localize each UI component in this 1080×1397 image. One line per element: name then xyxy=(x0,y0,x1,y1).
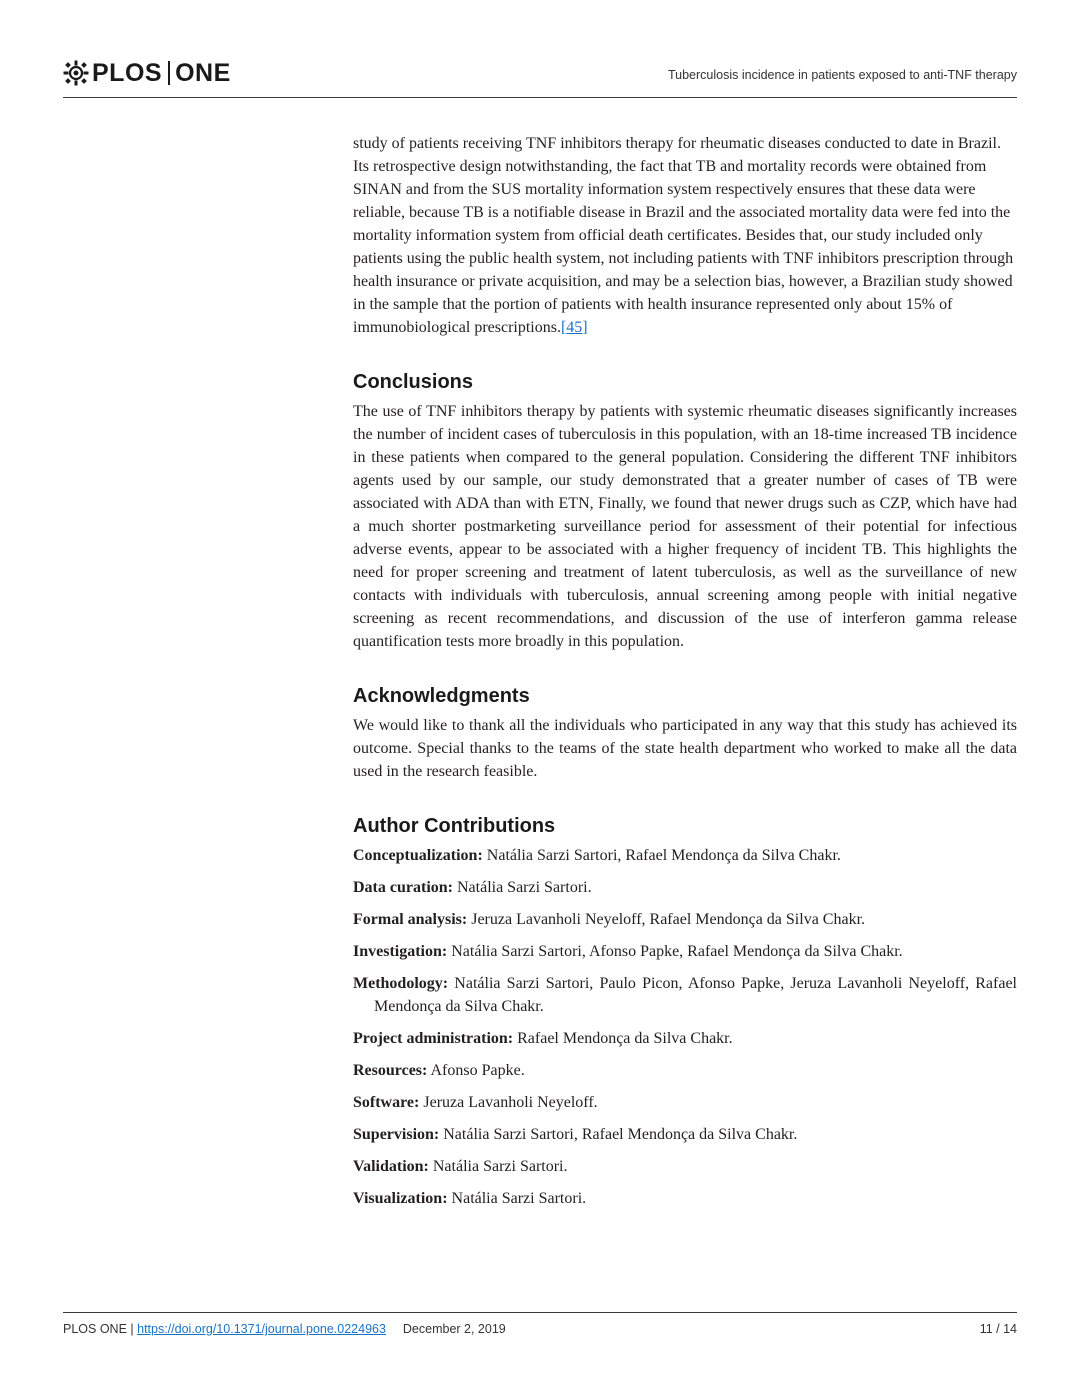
contribution-role: Methodology: xyxy=(353,975,449,992)
contribution-role: Supervision: xyxy=(353,1126,440,1143)
contribution-names: Afonso Papke. xyxy=(430,1062,525,1079)
plos-one-logo[interactable] xyxy=(63,58,231,88)
contribution-names: Jeruza Lavanholi Neyeloff. xyxy=(423,1094,598,1111)
contribution-names: Natália Sarzi Sartori, Afonso Papke, Rafael Mendonça da Silva Chakr. xyxy=(451,943,903,960)
doi-link[interactable]: https://doi.org/10.1371/journal.pone.0224963 xyxy=(137,1322,386,1336)
contribution-item xyxy=(353,1187,1017,1210)
article-body xyxy=(353,132,1017,1210)
page-footer xyxy=(63,1312,1017,1336)
contribution-names: Natália Sarzi Sartori. xyxy=(432,1158,568,1175)
discussion-text: study of patients receiving TNF inhibitors therapy for rheumatic diseases conducted to date in Brazil. Its retrospective design notwithstanding, the fact that TB and mortality records were obtained from SINAN and from the SUS mortality information system respectively ensures that these data were reliable, because TB is a notifiable disease in Brazil and the associated mortality data were fed into the mortality information system from official death certificates. Besides that, our study included only patients using the public health system, not including patients with TNF inhibitors prescription through health insurance or private acquisition, and may be a selection bias, however, a Brazilian study showed in the sample that the portion of patients with health insurance represented only about 15% of immunobiological prescriptions. xyxy=(353,135,1014,336)
contribution-role: Project administration: xyxy=(353,1030,514,1047)
running-title: Tuberculosis incidence in patients exposed to anti-TNF therapy xyxy=(667,68,1017,82)
logo-text-plos: PLOS xyxy=(92,58,163,87)
contribution-names: Natália Sarzi Sartori, Rafael Mendonça da Silva Chakr. xyxy=(443,1126,798,1143)
conclusions-paragraph: The use of TNF inhibitors therapy by patients with systemic rheumatic diseases significantly increases the number of incident cases of tuberculosis in this population, with an 18-time increased TB incidence in these patients when compared to the general population. Considering the different TNF inhibitors agents used by our sample, our study demonstrated that a greater number of cases of TB were associated with ADA than with ETN, Finally, we found that newer drugs such as CZP, which have had a much shorter postmarketing surveillance period for assessment of their potential for infectious adverse events, appear to be associated with a higher frequency of incident TB. This highlights the need for proper screening and treatment of latent tuberculosis, as well as the surveillance of new contacts with individuals with tuberculosis, annual screening among people with initial negative screening as recent recommendations, and discussion of the use of interferon gamma release quantification tests more broadly in this population. xyxy=(353,403,1017,650)
author-contributions-list xyxy=(353,844,1017,1210)
contribution-item xyxy=(353,1059,1017,1082)
contribution-role: Formal analysis: xyxy=(353,911,468,928)
contribution-role: Visualization: xyxy=(353,1190,448,1207)
contribution-role: Conceptualization: xyxy=(353,847,483,864)
contribution-item xyxy=(353,908,1017,931)
contribution-item xyxy=(353,876,1017,899)
contribution-item xyxy=(353,972,1017,1018)
contribution-names: Natália Sarzi Sartori, Rafael Mendonça da Silva Chakr. xyxy=(486,847,841,864)
logo-text-one: ONE xyxy=(175,58,231,87)
acknowledgments-heading: Acknowledgments xyxy=(353,685,530,707)
contribution-item xyxy=(353,1027,1017,1050)
contribution-role: Software: xyxy=(353,1094,420,1111)
contribution-item xyxy=(353,1123,1017,1146)
acknowledgments-paragraph: We would like to thank all the individuals who participated in any way that this study has achieved its outcome. Special thanks to the teams of the state health department who worked to make all the data used in the research feasible. xyxy=(353,717,1017,780)
contribution-item xyxy=(353,940,1017,963)
contribution-item xyxy=(353,844,1017,867)
logo-separator xyxy=(168,61,170,85)
footer-date: December 2, 2019 xyxy=(402,1322,506,1336)
contribution-names: Natália Sarzi Sartori, Paulo Picon, Afonso Papke, Jeruza Lavanholi Neyeloff, Rafael Mendonça da Silva Chakr. xyxy=(374,975,1017,1015)
conclusions-heading: Conclusions xyxy=(353,371,474,393)
contribution-names: Natália Sarzi Sartori. xyxy=(451,1190,587,1207)
page-number: 11 / 14 xyxy=(979,1322,1017,1336)
plos-logo-icon xyxy=(63,60,89,86)
contribution-role: Data curation: xyxy=(353,879,453,896)
contribution-role: Investigation: xyxy=(353,943,448,960)
page-header xyxy=(63,56,1017,98)
contribution-role: Validation: xyxy=(353,1158,429,1175)
contribution-names: Natália Sarzi Sartori. xyxy=(456,879,592,896)
contribution-role: Resources: xyxy=(353,1062,428,1079)
contribution-names: Jeruza Lavanholi Neyeloff, Rafael Mendonça da Silva Chakr. xyxy=(471,911,866,928)
ref-bracket-close: ] xyxy=(582,319,588,336)
contribution-item xyxy=(353,1091,1017,1114)
ref-number: 45 xyxy=(566,319,583,336)
footer-journal: PLOS ONE | xyxy=(63,1322,134,1336)
contribution-names: Rafael Mendonça da Silva Chakr. xyxy=(517,1030,733,1047)
reference-link[interactable] xyxy=(561,319,588,336)
contribution-item xyxy=(353,1155,1017,1178)
footer-citation xyxy=(63,1322,506,1336)
discussion-paragraph xyxy=(353,132,1017,339)
ref-bracket-open: [ xyxy=(560,319,567,336)
author-contributions-heading: Author Contributions xyxy=(353,815,556,837)
